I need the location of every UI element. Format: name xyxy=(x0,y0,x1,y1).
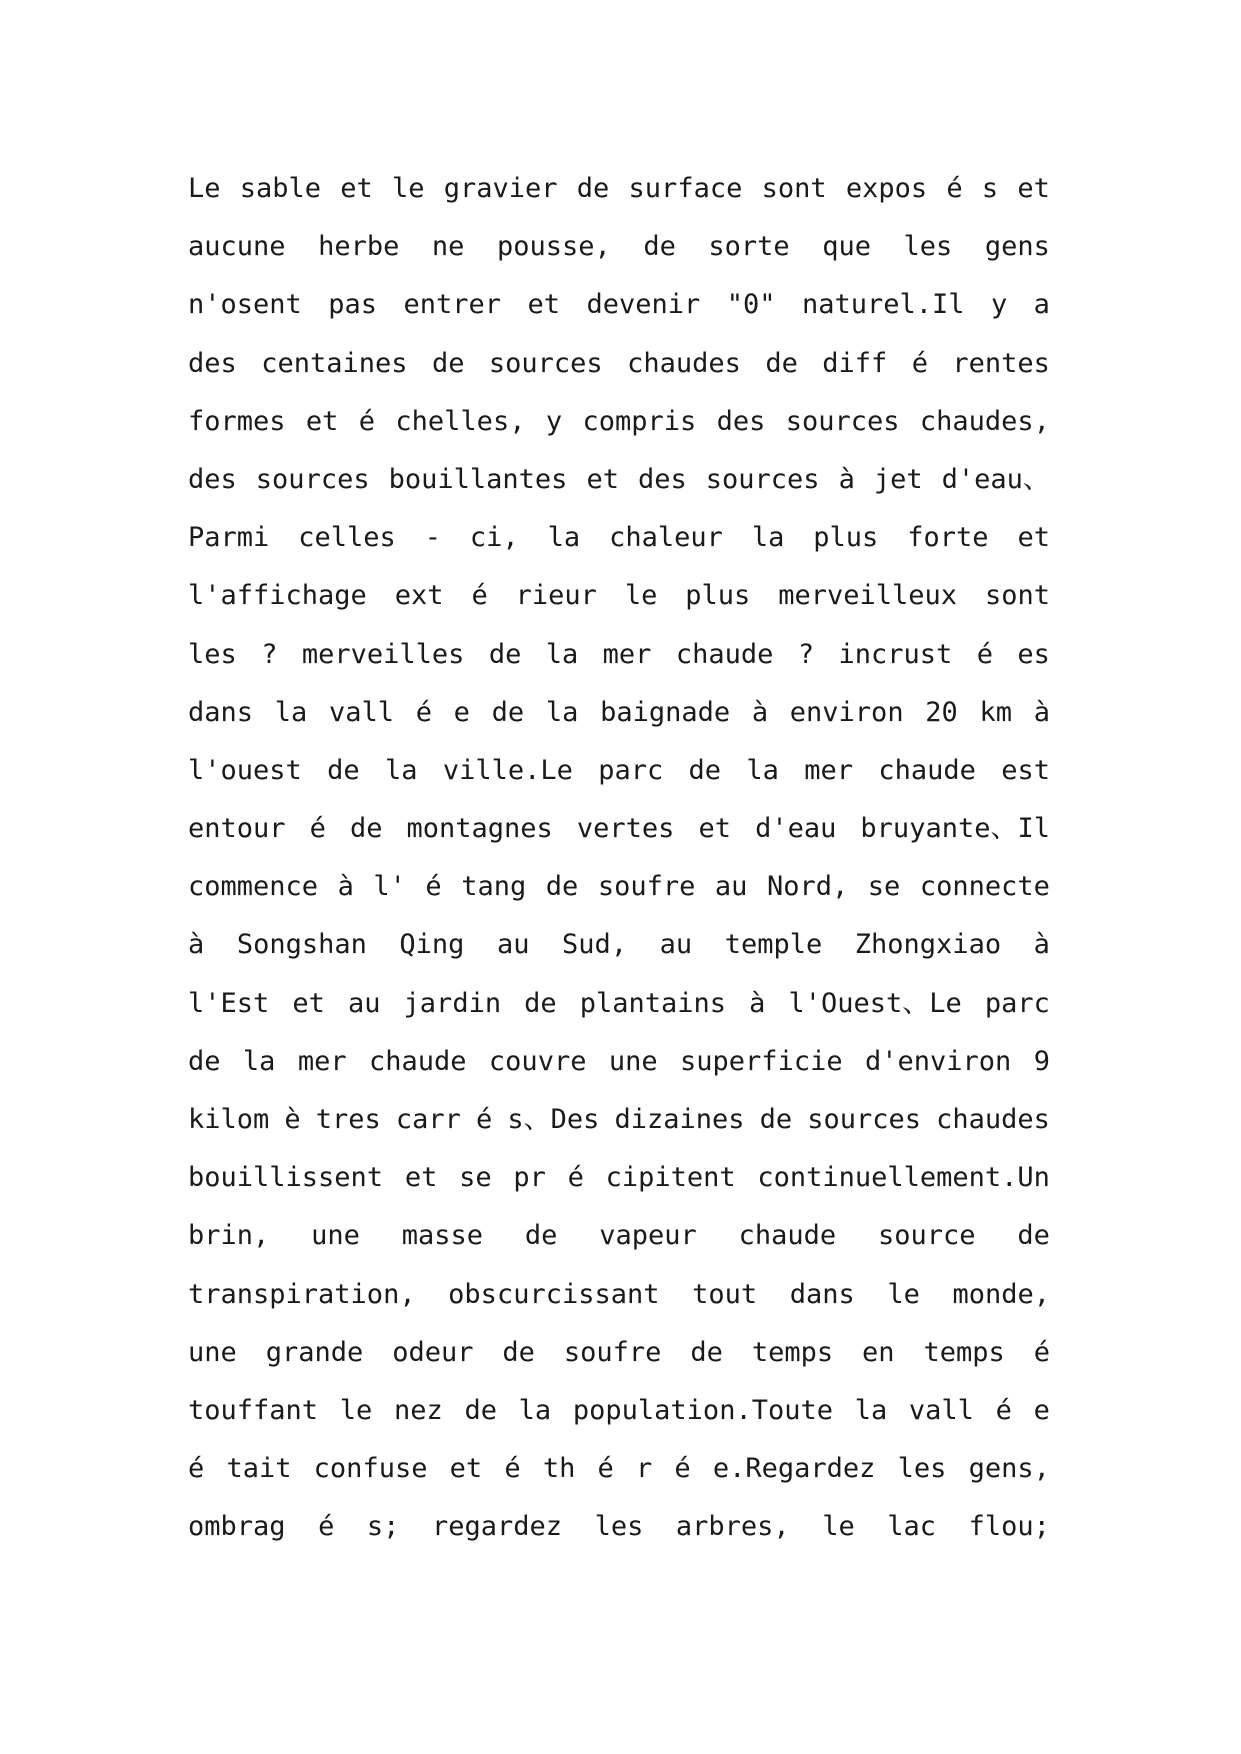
text-word: mer xyxy=(804,754,854,786)
text-word: é xyxy=(471,580,488,612)
text-word: - xyxy=(424,522,441,554)
text-word: temple xyxy=(724,929,823,961)
text-word: de xyxy=(576,173,610,204)
text-word: s; xyxy=(366,1511,400,1543)
text-word: é xyxy=(567,1162,584,1194)
text-word: l'ouest xyxy=(188,754,302,786)
text-word: la xyxy=(242,1045,276,1077)
text-word: dizaines xyxy=(614,1104,745,1135)
text-word: pr xyxy=(513,1162,546,1194)
text-word: soufre xyxy=(563,1336,662,1368)
text-word: de xyxy=(524,1220,558,1252)
text-word: de xyxy=(491,696,525,728)
text-word: plantains xyxy=(579,987,727,1019)
text-word: é xyxy=(911,347,928,379)
text-word: de xyxy=(643,231,676,263)
text-word: rieur xyxy=(515,580,597,612)
text-line xyxy=(188,1266,1050,1324)
text-word: baignade xyxy=(600,696,731,728)
text-word: forte xyxy=(907,522,989,554)
text-word: de xyxy=(545,871,579,903)
text-word: à xyxy=(337,871,354,903)
text-word: de xyxy=(464,1394,497,1426)
text-word: chaudes, xyxy=(919,405,1050,437)
text-word: la xyxy=(547,522,581,554)
text-word: aucune xyxy=(188,231,286,263)
text-word: la xyxy=(518,1394,552,1426)
text-word: les xyxy=(594,1511,644,1543)
text-word: regardez xyxy=(431,1511,563,1543)
text-line xyxy=(188,1149,1050,1207)
text-word: les xyxy=(897,1453,947,1485)
text-word: brin, xyxy=(188,1220,270,1252)
text-word: chaude xyxy=(738,1220,837,1252)
text-word: è xyxy=(284,1104,301,1135)
text-word: Le xyxy=(188,173,221,204)
text-word: continuellement.Un xyxy=(757,1162,1050,1194)
text-word: chelles, xyxy=(395,405,526,437)
text-word: ? xyxy=(261,638,278,670)
text-line xyxy=(188,916,1050,974)
text-word: incrust xyxy=(838,638,953,670)
text-line xyxy=(188,335,1050,393)
text-word: temps xyxy=(923,1336,1005,1368)
text-line xyxy=(188,626,1050,684)
text-word: bruyante、Il xyxy=(860,813,1050,845)
text-word: rentes xyxy=(952,347,1050,379)
text-word: entrer xyxy=(403,289,502,321)
text-word: "0" xyxy=(726,289,776,321)
text-word: et xyxy=(305,405,339,437)
text-word: entour xyxy=(188,813,286,845)
text-word: et xyxy=(698,813,732,845)
text-word: é xyxy=(674,1453,691,1485)
text-word: é xyxy=(318,1511,335,1543)
text-word: des xyxy=(188,347,237,379)
text-word: Songshan xyxy=(236,929,367,961)
text-word: de xyxy=(327,754,360,786)
text-word: se xyxy=(867,871,901,903)
text-word: sable xyxy=(239,173,322,204)
text-word: de xyxy=(1017,1220,1050,1252)
text-word: des xyxy=(188,463,237,495)
text-word: lac xyxy=(887,1511,937,1543)
text-word: plus xyxy=(813,522,879,554)
text-line xyxy=(188,742,1050,800)
text-word: merveilleux xyxy=(778,580,958,612)
text-word: é xyxy=(358,405,376,437)
text-word: y xyxy=(990,289,1008,321)
text-word: se xyxy=(459,1162,492,1194)
text-word: s xyxy=(981,173,999,204)
text-word: carr xyxy=(395,1104,461,1135)
text-line xyxy=(188,1498,1050,1556)
text-word: à xyxy=(1033,929,1050,961)
text-word: flou; xyxy=(968,1511,1050,1543)
text-word: de xyxy=(765,347,798,379)
text-line xyxy=(188,509,1050,567)
text-word: vall xyxy=(328,696,394,728)
text-line xyxy=(188,276,1050,334)
text-word: gens xyxy=(984,231,1050,263)
text-word: chaude xyxy=(368,1045,467,1077)
text-word: chaleur xyxy=(609,522,723,554)
text-word: le xyxy=(624,580,658,612)
text-word: é xyxy=(504,1453,521,1485)
text-word: commence xyxy=(188,871,319,903)
text-word: monde, xyxy=(952,1278,1050,1310)
text-word: sources xyxy=(488,347,603,379)
text-word: Zhongxiao xyxy=(854,929,1002,961)
text-word: les xyxy=(903,231,953,263)
text-word: d'environ xyxy=(864,1045,1012,1077)
text-word: transpiration, xyxy=(188,1278,416,1310)
text-word: e xyxy=(453,696,470,728)
text-word: a xyxy=(1033,289,1050,321)
text-word: e.Regardez xyxy=(712,1453,876,1485)
text-word: obscurcissant xyxy=(448,1278,660,1310)
text-word: vapeur xyxy=(599,1220,697,1252)
text-word: tout xyxy=(692,1278,758,1310)
text-word: d'eau、 xyxy=(941,463,1050,495)
text-word: confuse xyxy=(313,1453,428,1485)
text-word: é xyxy=(188,1453,205,1485)
text-word: l'affichage xyxy=(188,580,367,612)
text-line xyxy=(188,567,1050,625)
text-word: kilom xyxy=(188,1104,270,1135)
text-word: jardin xyxy=(403,987,502,1019)
text-word: é xyxy=(946,173,963,204)
text-word: bouillantes xyxy=(388,463,568,495)
text-word: parc xyxy=(598,754,664,786)
text-word: sont xyxy=(761,173,827,204)
text-word: sources xyxy=(785,405,900,437)
text-word: superficie xyxy=(680,1045,843,1077)
text-word: bouillissent xyxy=(188,1162,384,1194)
text-word: et xyxy=(586,463,619,495)
text-word: de xyxy=(690,1336,723,1368)
text-word: ? xyxy=(797,638,815,670)
text-word: chaude xyxy=(878,754,976,786)
text-word: de xyxy=(688,754,722,786)
text-word: touffant xyxy=(188,1394,319,1426)
text-word: pousse, xyxy=(496,231,611,263)
text-word: montagnes xyxy=(406,813,553,845)
text-word: centaines xyxy=(261,347,408,379)
text-word: merveilles xyxy=(301,638,465,670)
text-word: chaudes xyxy=(936,1104,1050,1135)
text-word: et xyxy=(527,289,560,321)
text-word: de xyxy=(349,813,383,845)
text-word: é xyxy=(425,871,442,903)
text-word: nez xyxy=(393,1394,443,1426)
text-word: cipitent xyxy=(605,1162,736,1194)
text-word: au xyxy=(714,871,748,903)
text-word: 9 xyxy=(1033,1045,1050,1077)
text-word: et xyxy=(404,1162,438,1194)
text-word: é xyxy=(976,638,993,670)
text-word: 20 xyxy=(925,696,958,728)
text-word: en xyxy=(862,1336,895,1368)
text-word: naturel.Il xyxy=(801,289,965,321)
text-word: le xyxy=(822,1511,855,1543)
text-word: au xyxy=(347,987,381,1019)
text-word: de xyxy=(431,347,465,379)
text-word: au xyxy=(496,929,530,961)
text-word: de xyxy=(188,1045,221,1077)
text-word: dans xyxy=(789,1278,855,1310)
text-word: celles xyxy=(298,522,396,554)
text-word: à xyxy=(749,987,766,1019)
text-word: sources xyxy=(705,463,820,495)
text-word: des xyxy=(637,463,687,495)
text-word: le xyxy=(339,1394,373,1426)
text-word: et xyxy=(449,1453,483,1485)
text-word: diff xyxy=(822,347,888,379)
text-word: l' xyxy=(373,871,406,903)
text-word: l'Ouest、Le xyxy=(788,987,962,1019)
text-word: parc xyxy=(984,987,1050,1019)
text-word: à xyxy=(188,929,205,961)
text-word: vertes xyxy=(576,813,675,845)
text-word: tang xyxy=(461,871,527,903)
text-word: formes xyxy=(188,405,286,437)
text-word: é xyxy=(597,1453,614,1485)
text-word: é xyxy=(995,1394,1012,1426)
text-word: km xyxy=(979,696,1013,728)
text-word: é xyxy=(415,696,432,728)
text-word: gravier xyxy=(443,173,558,204)
body-text xyxy=(188,160,1050,1557)
text-word: à xyxy=(838,463,855,495)
text-line xyxy=(188,800,1050,858)
text-word: Nord, xyxy=(766,871,849,903)
text-word: à xyxy=(751,696,769,728)
text-word: soufre xyxy=(597,871,696,903)
text-word: odeur xyxy=(392,1336,474,1368)
text-word: r xyxy=(635,1453,653,1485)
text-word: environ xyxy=(789,696,904,728)
text-line xyxy=(188,1033,1050,1091)
text-word: et xyxy=(340,173,373,204)
text-line xyxy=(188,975,1050,1033)
text-word: tait xyxy=(226,1453,292,1485)
text-word: compris xyxy=(582,405,697,437)
text-word: pas xyxy=(328,289,378,321)
text-word: Sud, xyxy=(562,929,628,961)
text-word: de xyxy=(524,987,557,1019)
text-word: la xyxy=(746,754,779,786)
text-word: connecte xyxy=(919,871,1050,903)
text-word: ne xyxy=(431,231,465,263)
text-word: de xyxy=(502,1336,535,1368)
text-word: es xyxy=(1017,638,1050,670)
text-word: et xyxy=(1017,173,1050,204)
text-word: couvre xyxy=(488,1045,587,1077)
text-word: les xyxy=(188,638,237,670)
text-line xyxy=(188,1382,1050,1440)
text-word: au xyxy=(659,929,693,961)
text-word: y xyxy=(545,405,563,437)
text-word: la xyxy=(274,696,308,728)
text-word: chaude xyxy=(675,638,774,670)
text-word: la xyxy=(854,1394,888,1426)
text-line xyxy=(188,858,1050,916)
text-word: le xyxy=(887,1278,920,1310)
text-word: ville.Le xyxy=(442,754,573,786)
text-line xyxy=(188,1324,1050,1382)
text-word: la xyxy=(751,522,785,554)
text-word: temps xyxy=(751,1336,834,1368)
text-word: é xyxy=(475,1104,493,1135)
text-word: expos xyxy=(845,173,928,204)
text-word: et xyxy=(292,987,325,1019)
text-word: que xyxy=(822,231,871,263)
text-line xyxy=(188,393,1050,451)
text-word: s、Des xyxy=(507,1104,600,1135)
text-word: et xyxy=(1017,522,1050,554)
text-word: e xyxy=(1033,1394,1050,1426)
text-word: de xyxy=(759,1104,793,1135)
text-word: une xyxy=(608,1045,658,1077)
text-word: le xyxy=(392,173,425,204)
text-word: vall xyxy=(908,1394,974,1426)
text-word: la xyxy=(545,638,579,670)
text-word: la xyxy=(384,754,418,786)
text-word: grande xyxy=(265,1336,364,1368)
text-word: ext xyxy=(394,580,444,612)
text-word: é xyxy=(309,813,326,845)
text-word: source xyxy=(878,1220,976,1252)
text-word: th xyxy=(542,1453,576,1485)
text-word: sont xyxy=(984,580,1050,612)
text-word: population.Toute xyxy=(572,1394,833,1426)
text-word: masse xyxy=(401,1220,484,1252)
text-word: une xyxy=(188,1336,237,1368)
text-word: de xyxy=(488,638,522,670)
text-word: Qing xyxy=(399,929,465,961)
text-word: surface xyxy=(628,173,743,204)
text-word: mer xyxy=(297,1045,347,1077)
text-word: des xyxy=(716,405,766,437)
text-word: la xyxy=(545,696,579,728)
text-word: l'Est xyxy=(188,987,270,1019)
text-line xyxy=(188,218,1050,276)
text-line xyxy=(188,451,1050,509)
text-line xyxy=(188,160,1050,218)
text-word: sources xyxy=(255,463,370,495)
text-word: gens, xyxy=(968,1453,1050,1485)
text-word: devenir xyxy=(586,289,701,321)
text-line xyxy=(188,1091,1050,1149)
text-word: sources xyxy=(807,1104,922,1135)
text-word: ci, xyxy=(469,522,519,554)
text-word: dans xyxy=(188,696,254,728)
text-line xyxy=(188,684,1050,742)
text-word: herbe xyxy=(318,231,400,263)
text-word: tres xyxy=(315,1104,381,1135)
text-word: jet xyxy=(873,463,923,495)
text-word: chaudes xyxy=(627,347,741,379)
text-word: é xyxy=(1033,1336,1050,1368)
text-word: sorte xyxy=(708,231,790,263)
text-word: à xyxy=(1033,696,1050,728)
text-word: mer xyxy=(602,638,652,670)
text-word: plus xyxy=(685,580,751,612)
text-word: d'eau xyxy=(755,813,837,845)
text-word: Parmi xyxy=(188,522,270,554)
text-word: arbres, xyxy=(675,1511,790,1543)
text-line xyxy=(188,1207,1050,1265)
text-word: est xyxy=(1001,754,1050,786)
text-word: une xyxy=(311,1220,360,1252)
text-word: n'osent xyxy=(188,289,302,321)
text-line xyxy=(188,1440,1050,1498)
text-word: ombrag xyxy=(188,1511,286,1543)
